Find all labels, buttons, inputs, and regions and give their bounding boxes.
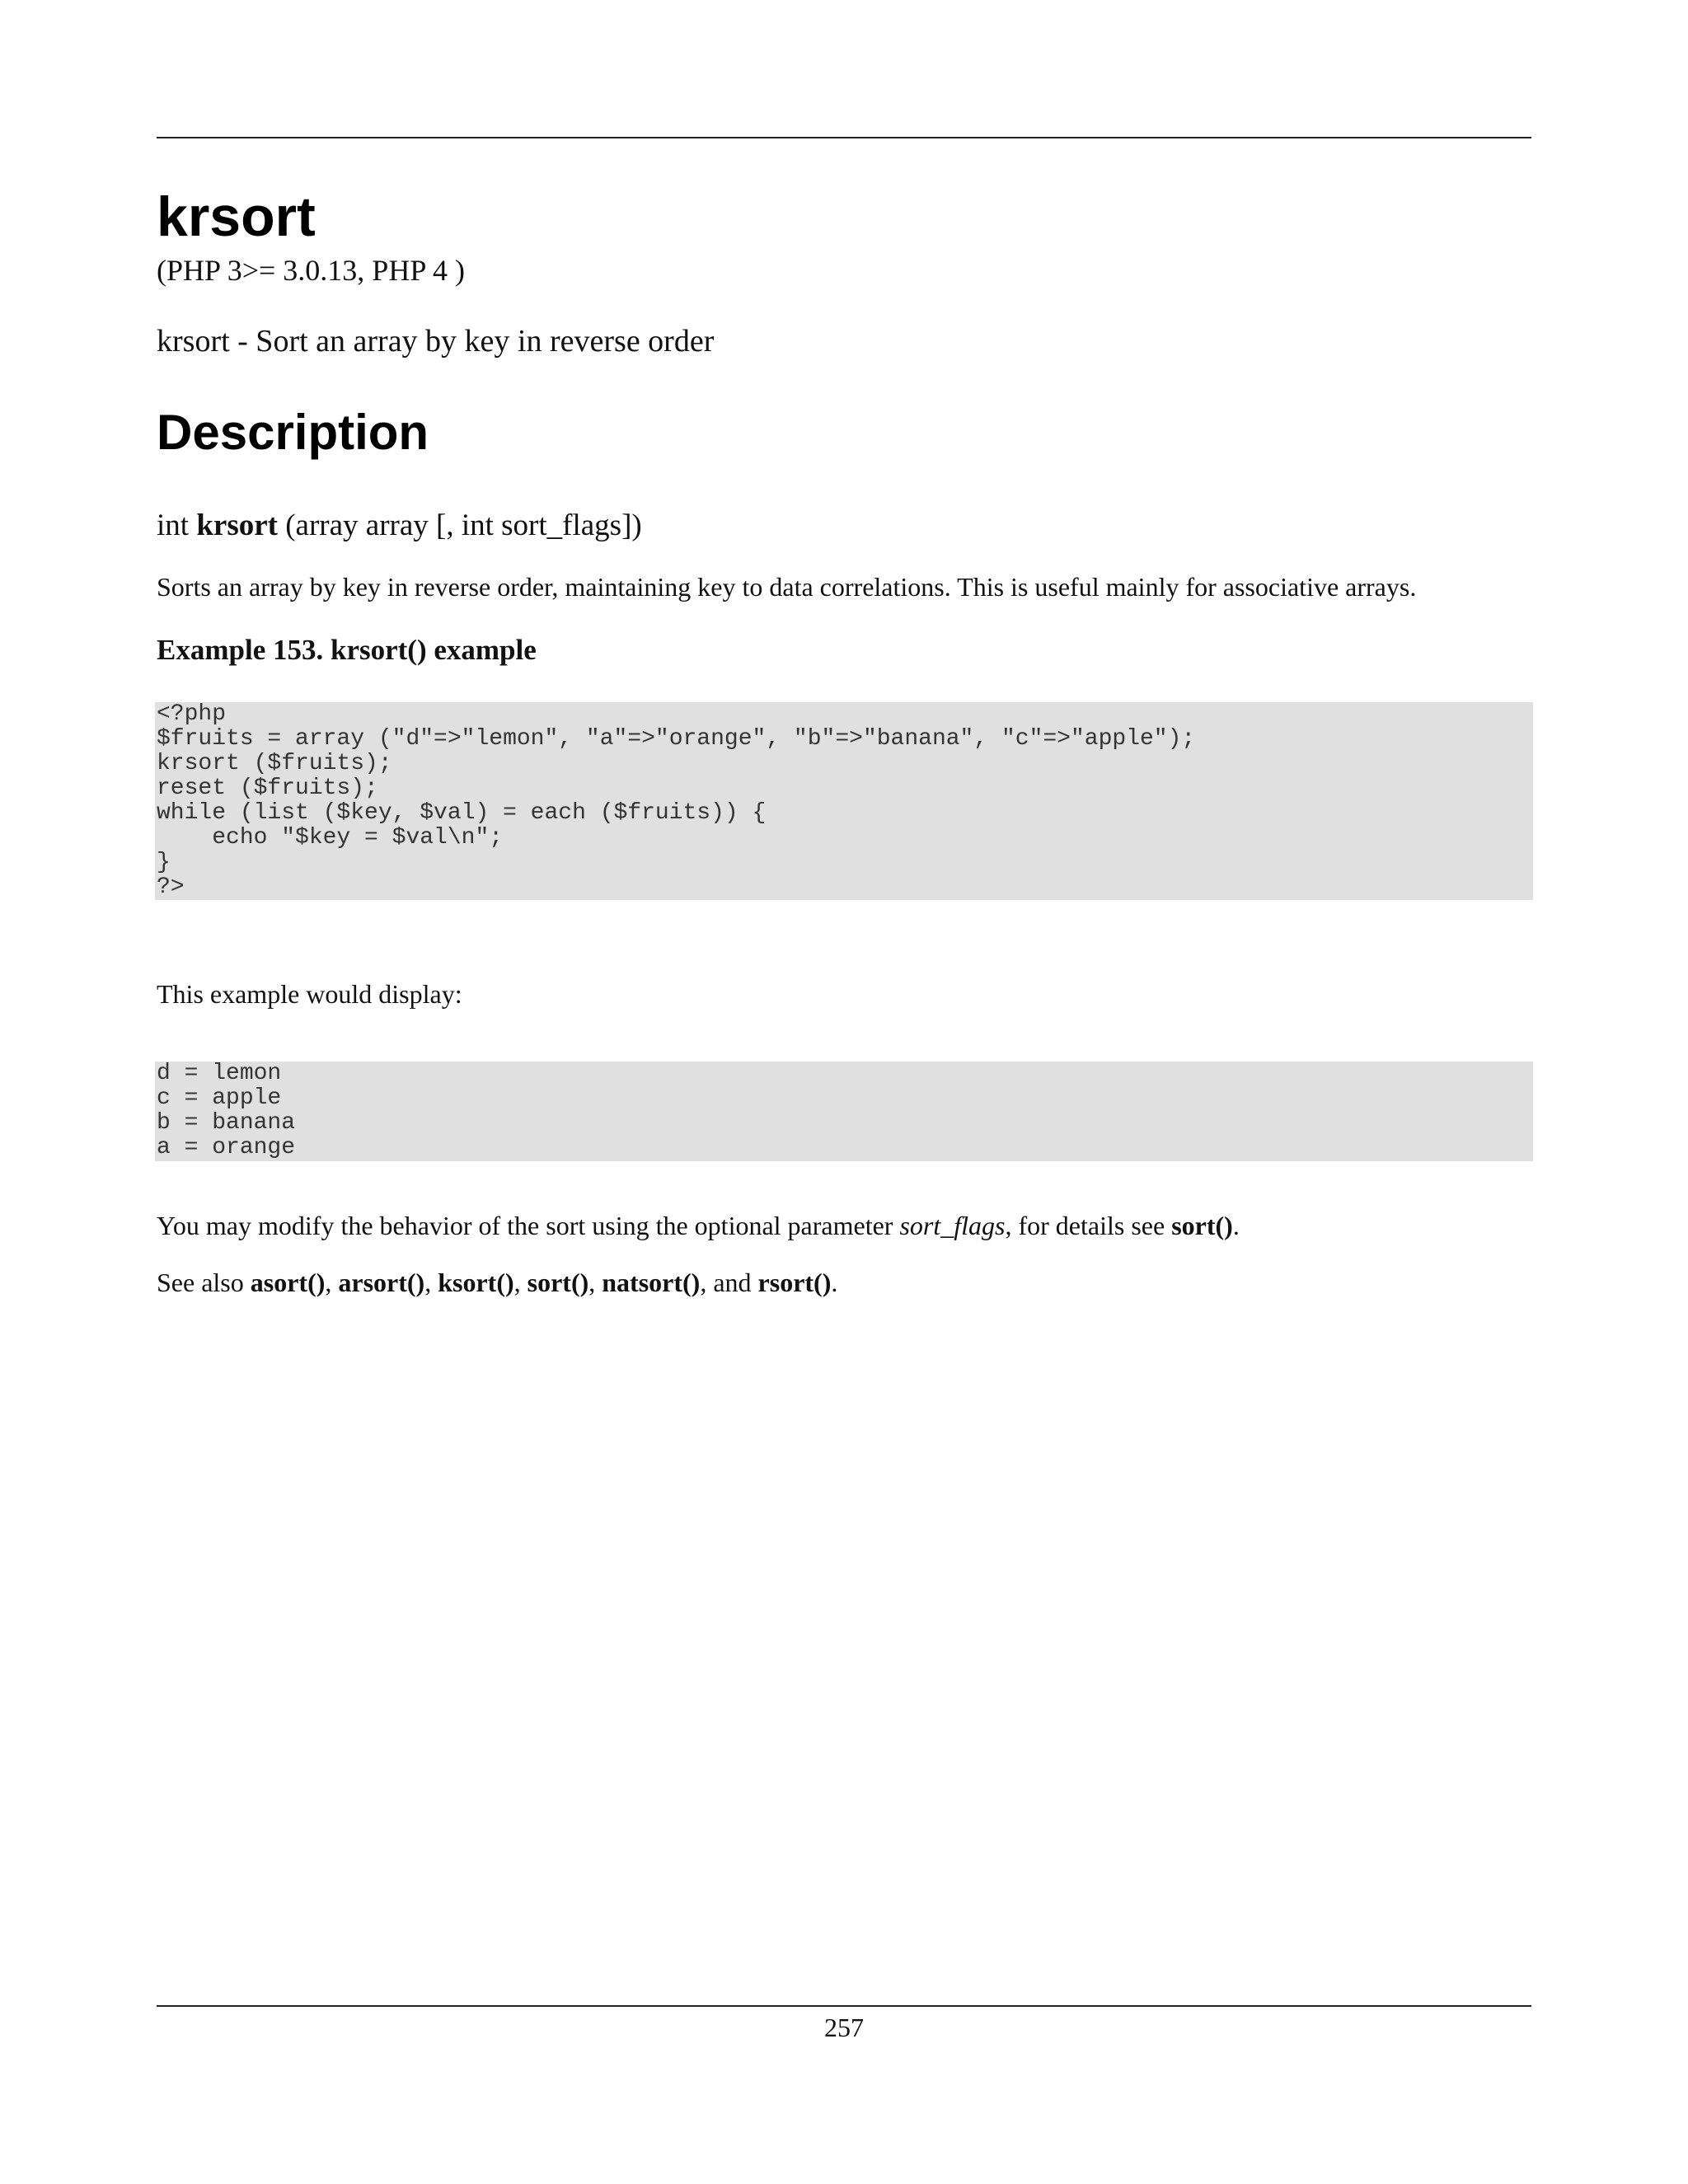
code-line: } — [157, 850, 171, 875]
output-line: c = apple — [157, 1085, 282, 1111]
page-title: krsort — [157, 185, 316, 248]
example-code-block — [155, 702, 1533, 900]
sort-flags-param: sort_flags — [899, 1211, 1006, 1240]
flags-text-after: . — [1232, 1211, 1240, 1240]
link-sort-see-also[interactable]: sort() — [527, 1268, 589, 1297]
refname-line: krsort - Sort an array by key in reverse order — [157, 324, 715, 359]
display-intro: This example would display: — [157, 979, 462, 1009]
see-also-prefix: See also — [157, 1268, 251, 1297]
sort-flags-paragraph — [157, 1209, 1240, 1242]
see-also-separator: , — [424, 1268, 438, 1297]
see-also-separator: , — [513, 1268, 528, 1297]
version-line: (PHP 3>= 3.0.13, PHP 4 ) — [157, 254, 465, 287]
synopsis-return-type: int — [157, 509, 190, 542]
synopsis-params: (array array [, int sort_flags]) — [285, 509, 642, 542]
output-code-block — [155, 1062, 1533, 1161]
link-natsort[interactable]: natsort() — [602, 1268, 701, 1297]
description-heading: Description — [157, 405, 429, 460]
code-line: ?> — [157, 874, 185, 900]
see-also-suffix: . — [831, 1268, 838, 1297]
code-line: reset ($fruits); — [157, 776, 378, 801]
see-also-separator: , — [325, 1268, 339, 1297]
code-line: echo "$key = $val\n"; — [157, 825, 504, 851]
link-ksort[interactable]: ksort() — [438, 1268, 514, 1297]
code-line: <?php — [157, 701, 227, 727]
see-also-separator: , and — [700, 1268, 758, 1297]
see-also-separator: , — [588, 1268, 603, 1297]
flags-text-before: You may modify the behavior of the sort using the optional parameter — [157, 1211, 900, 1240]
top-rule — [157, 137, 1531, 138]
code-line: $fruits = array ("d"=>"lemon", "a"=>"orange", "b"=>"banana", "c"=>"apple"); — [157, 726, 1196, 752]
output-line: d = lemon — [157, 1061, 282, 1086]
link-sort[interactable]: sort() — [1171, 1211, 1233, 1240]
code-line: krsort ($fruits); — [157, 751, 392, 776]
see-also-paragraph — [157, 1266, 837, 1299]
page-number: 257 — [824, 2013, 864, 2042]
description-paragraph: Sorts an array by key in reverse order, maintaining key to data correlations. This is useful mainly for associative arrays. — [157, 572, 1417, 602]
synopsis-function-name: krsort — [196, 509, 278, 542]
link-asort[interactable]: asort() — [250, 1268, 326, 1297]
link-rsort[interactable]: rsort() — [757, 1268, 832, 1297]
output-line: a = orange — [157, 1135, 296, 1160]
code-line: while (list ($key, $val) = each ($fruits)) { — [157, 800, 767, 826]
flags-text-middle: , for details see — [1005, 1211, 1172, 1240]
example-title: Example 153. krsort() example — [157, 634, 537, 666]
link-arsort[interactable]: arsort() — [338, 1268, 425, 1297]
output-line: b = banana — [157, 1110, 296, 1136]
bottom-rule — [157, 2005, 1531, 2007]
function-synopsis — [157, 508, 642, 544]
